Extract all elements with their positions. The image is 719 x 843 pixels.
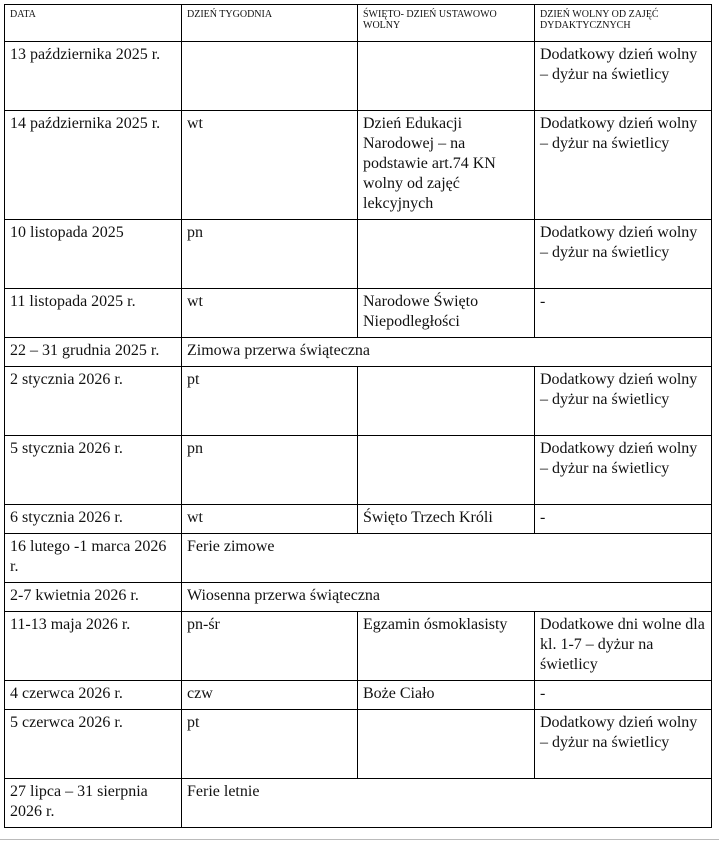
date-cell: 2-7 kwietnia 2026 r. (5, 583, 182, 612)
date-cell: 4 czerwca 2026 r. (5, 681, 182, 710)
date-cell: 5 stycznia 2026 r. (5, 436, 182, 505)
weekday-cell: czw (182, 681, 358, 710)
header-day-off: DZIEŃ WOLNY OD ZAJĘĆ DYDAKTYCZNYCH (535, 5, 712, 42)
date-cell: 13 października 2025 r. (5, 42, 182, 111)
weekday-cell: pn-śr (182, 612, 358, 681)
holiday-cell (358, 42, 535, 111)
holiday-cell (358, 220, 535, 289)
weekday-cell: wt (182, 289, 358, 338)
date-cell: 2 stycznia 2026 r. (5, 367, 182, 436)
date-cell: 11-13 maja 2026 r. (5, 612, 182, 681)
table-row (5, 367, 712, 436)
weekday-cell: wt (182, 111, 358, 220)
period-cell: Zimowa przerwa świąteczna (182, 338, 712, 367)
page-bottom-divider (0, 839, 719, 840)
date-cell: 11 listopada 2025 r. (5, 289, 182, 338)
holiday-cell: Narodowe Święto Niepodległości (358, 289, 535, 338)
date-cell: 10 listopada 2025 (5, 220, 182, 289)
table-row (5, 42, 712, 111)
day-off-cell: Dodatkowy dzień wolny – dyżur na świetlicy (535, 111, 712, 220)
header-holiday: ŚWIĘTO- DZIEŃ USTAWOWO WOLNY (358, 5, 535, 42)
table-row (5, 681, 712, 710)
day-off-cell: Dodatkowy dzień wolny – dyżur na świetlicy (535, 220, 712, 289)
table-row (5, 583, 712, 612)
holiday-cell: Egzamin ósmoklasisty (358, 612, 535, 681)
table-row (5, 505, 712, 534)
weekday-cell: pn (182, 436, 358, 505)
table-row (5, 612, 712, 681)
day-off-cell: Dodatkowy dzień wolny – dyżur na świetlicy (535, 42, 712, 111)
period-cell: Wiosenna przerwa świąteczna (182, 583, 712, 612)
weekday-cell (182, 42, 358, 111)
header-weekday: DZIEŃ TYGODNIA (182, 5, 358, 42)
weekday-cell: pt (182, 710, 358, 779)
day-off-cell: Dodatkowy dzień wolny – dyżur na świetlicy (535, 436, 712, 505)
date-cell: 5 czerwca 2026 r. (5, 710, 182, 779)
table-row (5, 534, 712, 583)
table-row (5, 779, 712, 828)
table-row (5, 710, 712, 779)
holiday-cell: Boże Ciało (358, 681, 535, 710)
date-cell: 14 października 2025 r. (5, 111, 182, 220)
period-cell: Ferie zimowe (182, 534, 712, 583)
day-off-cell: Dodatkowy dzień wolny – dyżur na świetlicy (535, 367, 712, 436)
day-off-cell: - (535, 505, 712, 534)
table-row (5, 289, 712, 338)
table-row (5, 111, 712, 220)
holiday-cell (358, 436, 535, 505)
date-cell: 22 – 31 grudnia 2025 r. (5, 338, 182, 367)
header-date: DATA (5, 5, 182, 42)
holiday-cell: Dzień Edukacji Narodowej – na podstawie art.74 KN wolny od zajęć lekcyjnych (358, 111, 535, 220)
day-off-cell: - (535, 289, 712, 338)
school-calendar-table (4, 4, 712, 828)
weekday-cell: pn (182, 220, 358, 289)
table-row (5, 436, 712, 505)
period-cell: Ferie letnie (182, 779, 712, 828)
day-off-cell: Dodatkowy dzień wolny – dyżur na świetlicy (535, 710, 712, 779)
day-off-cell: Dodatkowe dni wolne dla kl. 1-7 – dyżur na świetlicy (535, 612, 712, 681)
holiday-cell: Święto Trzech Króli (358, 505, 535, 534)
weekday-cell: wt (182, 505, 358, 534)
table-row (5, 338, 712, 367)
date-cell: 27 lipca – 31 sierpnia 2026 r. (5, 779, 182, 828)
day-off-cell: - (535, 681, 712, 710)
date-cell: 16 lutego -1 marca 2026 r. (5, 534, 182, 583)
header-row (5, 5, 712, 42)
date-cell: 6 stycznia 2026 r. (5, 505, 182, 534)
table-row (5, 220, 712, 289)
holiday-cell (358, 710, 535, 779)
holiday-cell (358, 367, 535, 436)
weekday-cell: pt (182, 367, 358, 436)
